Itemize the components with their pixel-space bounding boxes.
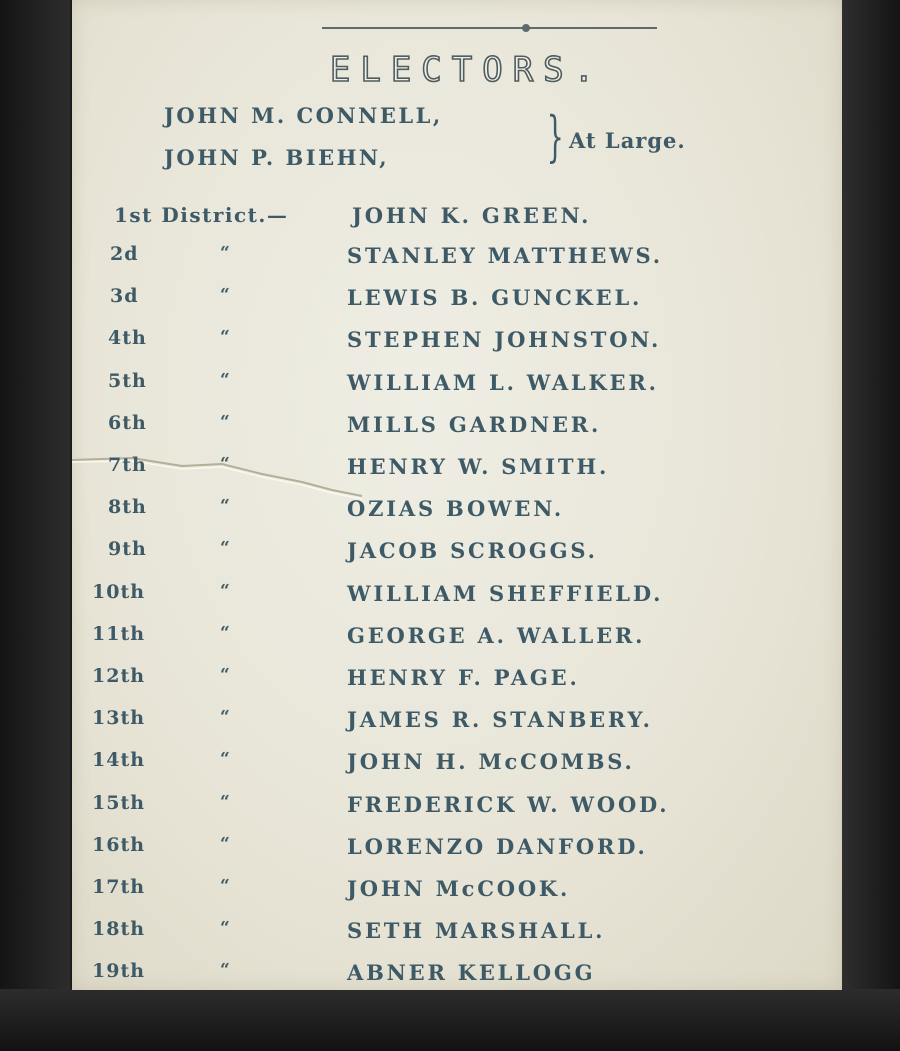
- district-number: 2d: [110, 243, 139, 265]
- district-row: [72, 243, 842, 285]
- district-number: 7th: [108, 454, 147, 476]
- page-title: ELECTORS.: [329, 50, 605, 90]
- elector-name: HENRY F. PAGE.: [347, 665, 580, 690]
- district-row: [72, 538, 842, 580]
- district-number: 9th: [108, 538, 147, 561]
- district-row: [72, 285, 842, 327]
- ditto-mark: “: [220, 622, 231, 643]
- ditto-mark: “: [220, 285, 231, 306]
- district-number: 3d: [110, 285, 139, 308]
- district-number: 11th: [92, 622, 146, 645]
- at-large-label: At Large.: [569, 128, 686, 153]
- ditto-mark: “: [220, 243, 231, 263]
- top-rule-ornament: [522, 24, 530, 32]
- ditto-mark: “: [220, 580, 231, 601]
- elector-name: MILLS GARDNER.: [347, 411, 602, 437]
- elector-name: WILLIAM L. WALKER.: [347, 369, 659, 395]
- top-rule: [322, 27, 657, 29]
- district-number: 14th: [92, 749, 146, 772]
- ditto-mark: “: [220, 538, 231, 559]
- elector-name: JOHN H. McCOMBS.: [347, 749, 635, 775]
- frame-mat-left: [0, 0, 70, 1051]
- district-row: [72, 665, 842, 707]
- district-row: [72, 623, 842, 665]
- at-large-name-2: JOHN P. BIEHN,: [164, 145, 390, 170]
- elector-name: JAMES R. STANBERY.: [347, 707, 653, 733]
- ditto-mark: “: [220, 707, 231, 728]
- elector-name: LORENZO DANFORD.: [347, 833, 648, 859]
- district-number: 17th: [92, 876, 146, 898]
- district-row: [72, 960, 842, 990]
- elector-name: JOHN McCOOK.: [347, 876, 571, 901]
- district-number: 6th: [108, 411, 147, 434]
- elector-name: HENRY W. SMITH.: [347, 454, 610, 479]
- elector-name: WILLIAM SHEFFIELD.: [347, 580, 664, 606]
- first-district-elector: JOHN K. GREEN.: [352, 203, 592, 228]
- district-row: [72, 707, 842, 749]
- district-row: [72, 792, 842, 834]
- district-row: [72, 918, 842, 960]
- ditto-mark: “: [220, 369, 231, 390]
- at-large-name-1: JOHN M. CONNELL,: [164, 103, 443, 128]
- ditto-mark: “: [220, 411, 231, 432]
- district-number: 5th: [108, 369, 147, 392]
- district-number: 19th: [92, 960, 146, 983]
- at-large-brace: }: [546, 105, 564, 168]
- frame-mat-right: [842, 0, 900, 1051]
- frame-mat-bottom: [0, 989, 900, 1051]
- ballot-paper: [72, 0, 842, 990]
- district-row: [72, 581, 842, 623]
- district-number: 15th: [92, 791, 146, 814]
- elector-name: OZIAS BOWEN.: [347, 496, 565, 522]
- first-district-label: 1st District.—: [114, 203, 289, 227]
- ditto-mark: “: [220, 454, 231, 474]
- ditto-mark: “: [220, 876, 231, 896]
- district-row: [72, 370, 842, 412]
- district-number: 8th: [108, 496, 147, 519]
- elector-name: FREDERICK W. WOOD.: [347, 791, 670, 817]
- ditto-mark: “: [220, 749, 231, 770]
- ditto-mark: “: [220, 327, 231, 348]
- ditto-mark: “: [220, 833, 231, 854]
- district-number: 10th: [92, 580, 146, 603]
- district-row: [72, 496, 842, 538]
- ditto-mark: “: [220, 665, 231, 685]
- elector-name: GEORGE A. WALLER.: [347, 622, 646, 648]
- district-number: 4th: [108, 327, 147, 350]
- district-row: [72, 834, 842, 876]
- elector-name: STANLEY MATTHEWS.: [347, 243, 663, 268]
- district-row: [72, 876, 842, 918]
- elector-name: SETH MARSHALL.: [347, 918, 606, 944]
- ditto-mark: “: [220, 791, 231, 812]
- ditto-mark: “: [220, 960, 231, 981]
- elector-name: ABNER KELLOGG: [347, 960, 596, 986]
- elector-name: STEPHEN JOHNSTON.: [347, 327, 662, 353]
- ditto-mark: “: [220, 918, 231, 939]
- district-row: [72, 412, 842, 454]
- district-row: [72, 749, 842, 791]
- ditto-mark: “: [220, 496, 231, 517]
- elector-name: LEWIS B. GUNCKEL.: [347, 285, 643, 311]
- elector-name: JACOB SCROGGS.: [347, 538, 598, 564]
- district-number: 18th: [92, 918, 146, 941]
- district-row: [72, 454, 842, 496]
- district-number: 13th: [92, 707, 146, 730]
- district-row: [72, 327, 842, 369]
- district-number: 12th: [92, 665, 146, 687]
- district-number: 16th: [92, 833, 146, 856]
